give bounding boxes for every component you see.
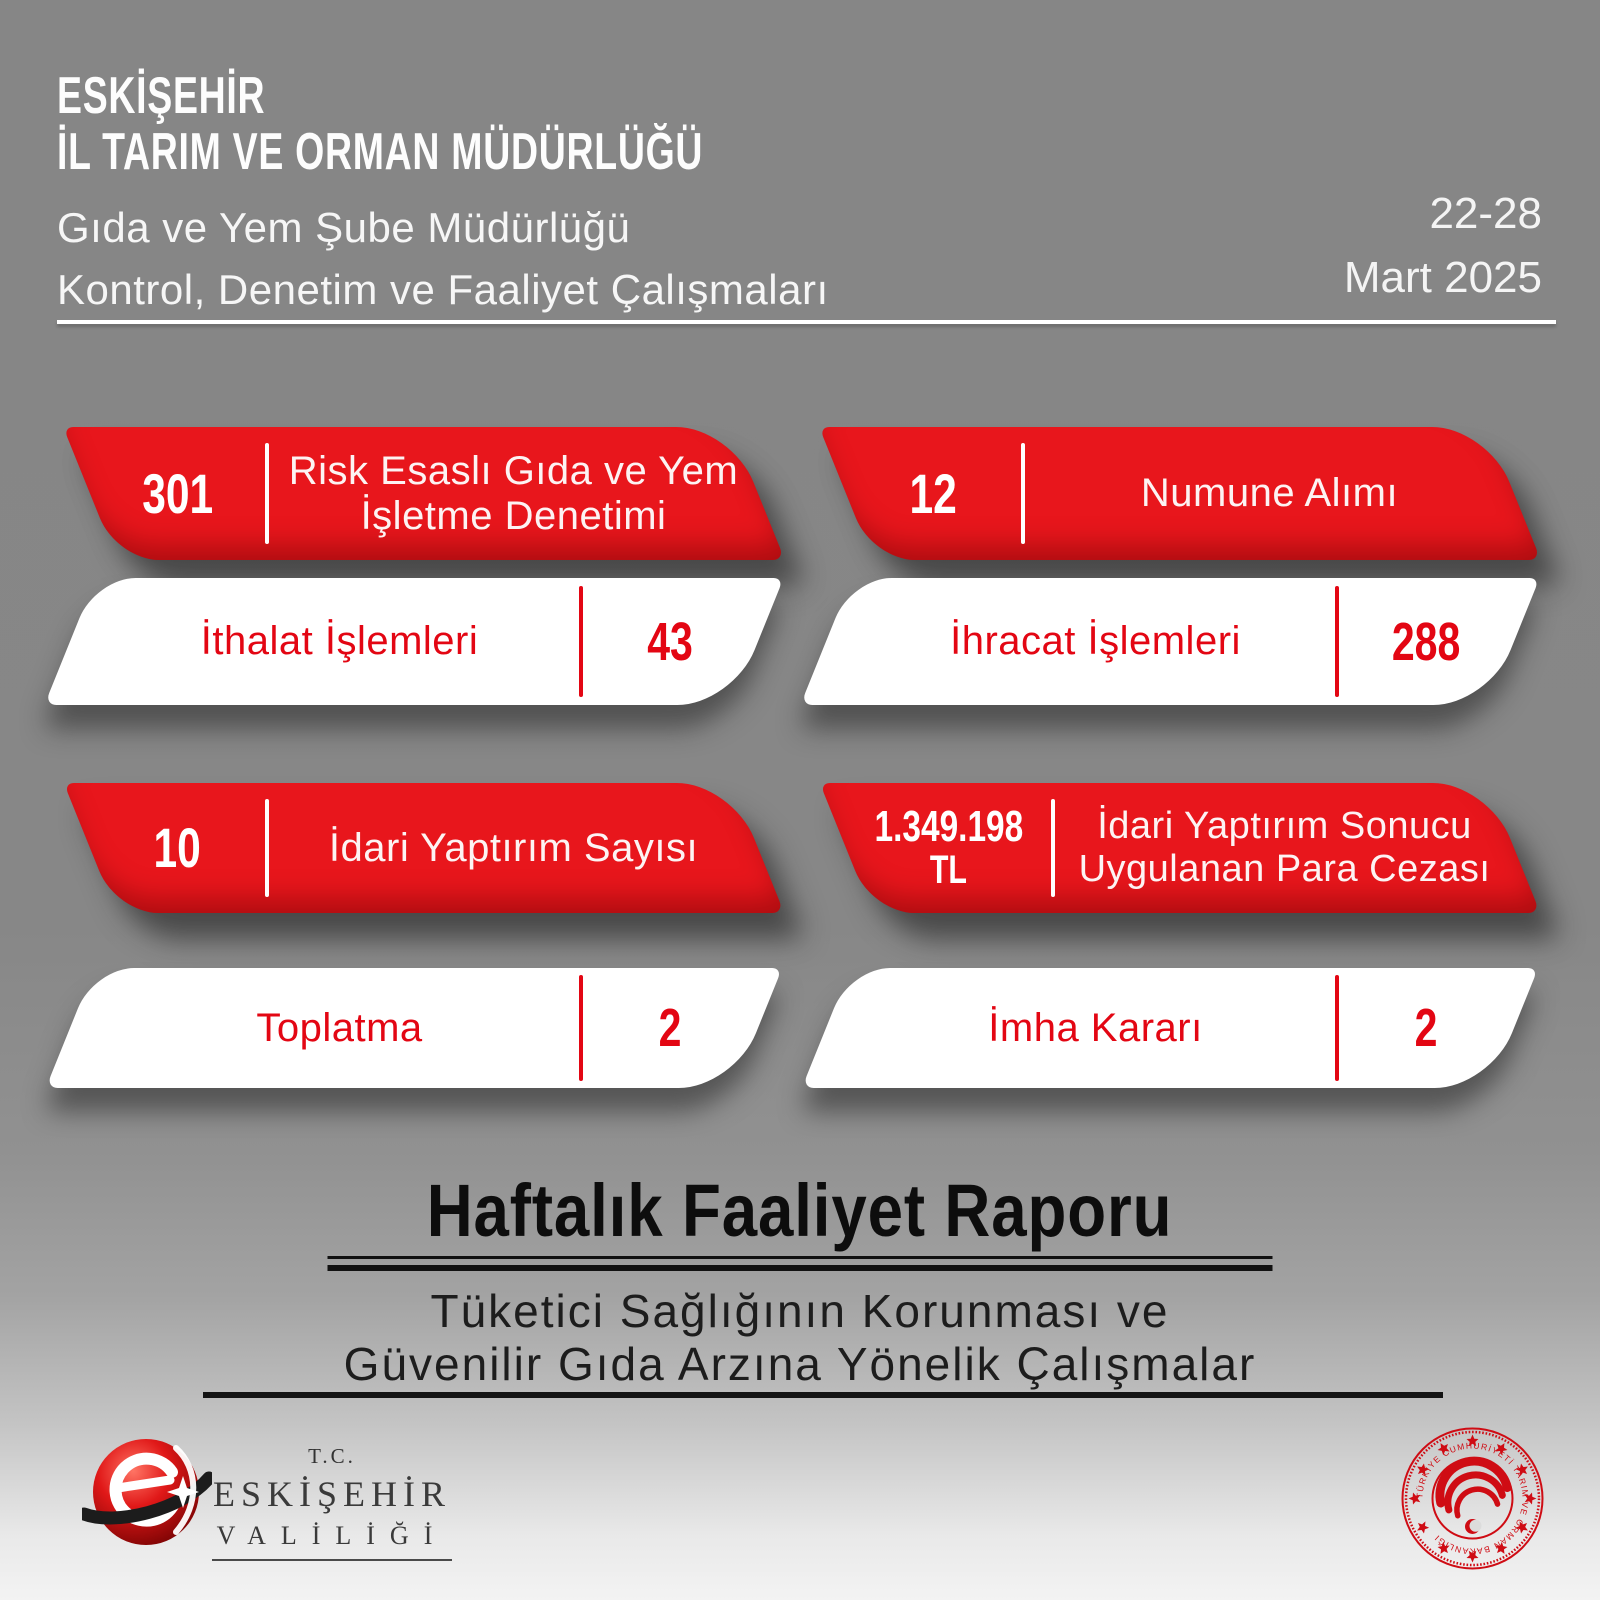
org-name-line2: İL TARIM VE ORMAN MÜDÜRLÜĞÜ xyxy=(57,123,704,182)
ring-stars xyxy=(1409,1435,1537,1563)
stat-value: 2 xyxy=(1415,998,1438,1058)
report-date xyxy=(1344,182,1542,310)
stat-label: İdari Yaptırım Sonucu Uygulanan Para Cezası xyxy=(1078,805,1491,890)
valilik-logo-icon xyxy=(82,1428,212,1558)
stat-label: Risk Esaslı Gıda ve Yem İşletme Denetimi xyxy=(288,448,739,538)
stat-value: 288 xyxy=(1392,611,1461,672)
valilik-underline xyxy=(212,1559,452,1561)
report-subtitle-line2: Güvenilir Gıda Arzına Yönelik Çalışmalar xyxy=(343,1338,1257,1390)
scope-line: Kontrol, Denetim ve Faaliyet Çalışmaları xyxy=(57,265,829,313)
stat-card-denetim xyxy=(90,427,758,560)
valilik-logo-text xyxy=(212,1444,452,1561)
title-underline xyxy=(328,1256,1273,1271)
stat-card-ceza xyxy=(846,783,1514,913)
stat-card-imha xyxy=(826,968,1514,1088)
stat-card-ihracat xyxy=(826,578,1514,705)
stat-label: Toplatma xyxy=(256,1005,423,1050)
valilik-name: ESKİŞEHİR xyxy=(212,1474,451,1514)
department-line: Gıda ve Yem Şube Müdürlüğü xyxy=(57,204,631,252)
stat-value: 12 xyxy=(909,461,958,525)
stat-label: İmha Kararı xyxy=(988,1005,1203,1050)
valilik-tc: T.C. xyxy=(308,1444,356,1468)
ministry-ring-text: TÜRKİYE CUMHURİYETİ TARIM VE ORMAN BAKANLIĞI xyxy=(1414,1440,1531,1557)
stat-value: 2 xyxy=(659,998,682,1058)
header-divider-line xyxy=(57,320,1556,324)
ministry-wing-mark xyxy=(1436,1457,1511,1518)
stat-value: 301 xyxy=(141,461,214,525)
stat-card-toplatma xyxy=(70,968,758,1088)
stat-label: İhracat İşlemleri xyxy=(950,619,1241,663)
stat-card-ithalat xyxy=(70,578,758,705)
stat-value: 43 xyxy=(647,611,694,672)
report-title: Haftalık Faaliyet Raporu xyxy=(427,1169,1173,1252)
stat-label: Numune Alımı xyxy=(1140,471,1399,516)
stat-card-numune xyxy=(846,427,1514,560)
stat-value: 10 xyxy=(153,816,202,879)
stat-label: İdari Yaptırım Sayısı xyxy=(328,825,699,870)
date-range: 22-28 xyxy=(1429,189,1542,238)
header-block xyxy=(57,68,954,320)
date-month: Mart 2025 xyxy=(1343,252,1542,302)
stat-value: 1.349.198 TL xyxy=(874,802,1023,892)
valilik-sub: VALİLİĞİ xyxy=(216,1521,448,1550)
stat-card-yaptirim xyxy=(90,783,758,913)
org-name-line1: ESKİŞEHİR xyxy=(57,67,266,125)
subtitle-underline xyxy=(203,1392,1443,1398)
crescent-icon xyxy=(1465,1519,1482,1534)
report-subtitle-line1: Tüketici Sağlığının Korunması ve xyxy=(430,1285,1170,1337)
ministry-logo-icon xyxy=(1400,1426,1545,1571)
stat-label: İthalat İşlemleri xyxy=(200,619,479,663)
